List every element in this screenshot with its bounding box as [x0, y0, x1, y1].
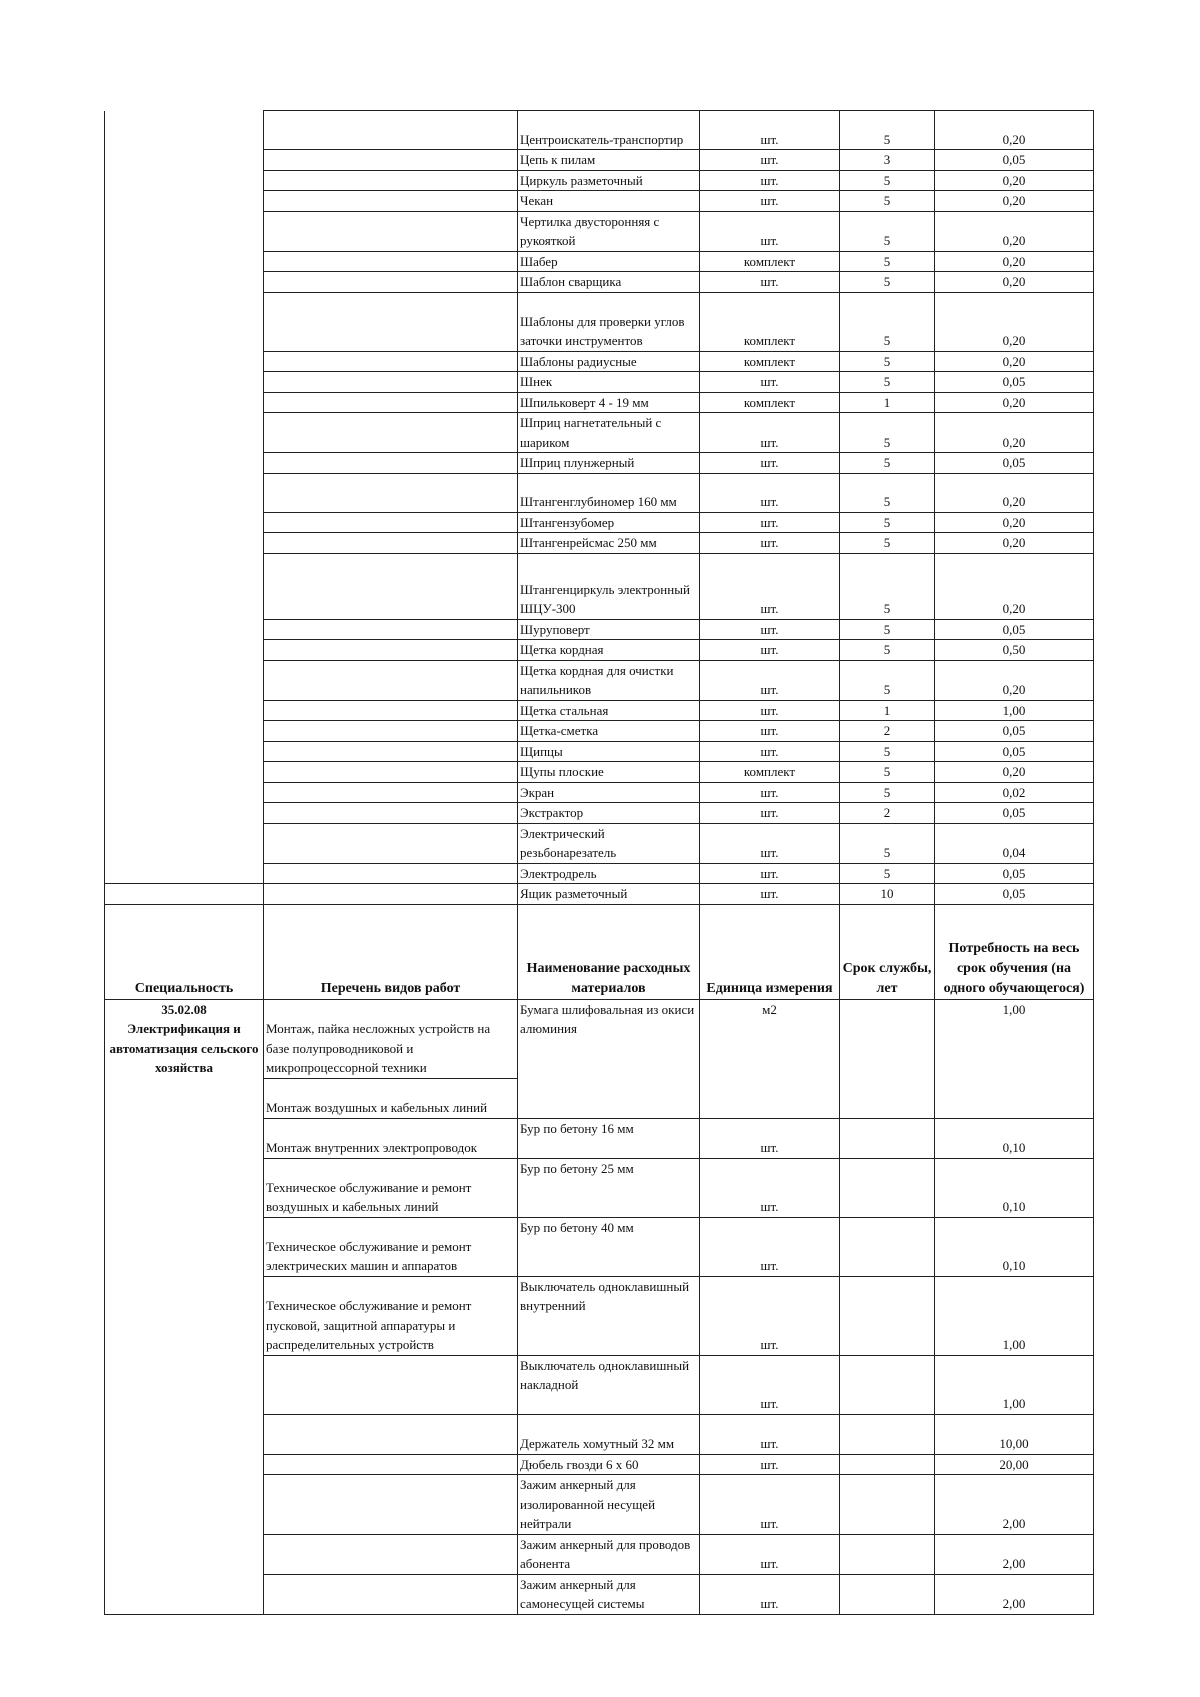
requirement: 0,05 — [935, 741, 1094, 762]
work-type: Техническое обслуживание и ремонт пусковой, защитной аппаратуры и распределительных устройств — [264, 1276, 518, 1355]
requirement: 0,20 — [935, 170, 1094, 191]
material-name: Штангенциркуль электронный ШЦУ-300 — [518, 553, 700, 619]
material-name: Шуруповерт — [518, 619, 700, 640]
service-life: 3 — [840, 150, 935, 171]
table-row — [105, 272, 1094, 293]
material-name: Штангенглубиномер 160 мм — [518, 473, 700, 512]
requirement: 0,20 — [935, 351, 1094, 372]
requirement: 1,00 — [935, 1276, 1094, 1355]
table-row — [105, 351, 1094, 372]
table-row — [105, 721, 1094, 742]
unit: шт. — [700, 272, 840, 293]
service-life — [840, 1414, 935, 1454]
table-row — [105, 111, 1094, 150]
specialty-name: Электрификация и автоматизация сельского хозяйства — [109, 1021, 259, 1075]
requirement: 10,00 — [935, 1414, 1094, 1454]
unit: шт. — [700, 1414, 840, 1454]
service-life — [840, 1454, 935, 1475]
table-row — [105, 191, 1094, 212]
header-requirement: Потребность на весь срок обучения (на одного обучающегося) — [935, 904, 1094, 999]
unit: шт. — [700, 803, 840, 824]
unit: шт. — [700, 150, 840, 171]
header-specialty: Специальность — [105, 904, 264, 999]
service-life: 5 — [840, 553, 935, 619]
table-row — [105, 823, 1094, 863]
table-row — [105, 150, 1094, 171]
unit: шт. — [700, 111, 840, 150]
service-life: 10 — [840, 884, 935, 905]
table-row — [105, 372, 1094, 393]
material-name: Экран — [518, 782, 700, 803]
work-type: Монтаж внутренних электропроводок — [264, 1118, 518, 1158]
specialty-code: 35.02.08 — [161, 1001, 207, 1017]
service-life — [840, 1276, 935, 1355]
table-row — [105, 553, 1094, 619]
material-name: Щетка стальная — [518, 700, 700, 721]
material-name: Шаблоны для проверки углов заточки инструментов — [518, 292, 700, 351]
service-life: 5 — [840, 660, 935, 700]
material-name: Щетка кордная для очистки напильников — [518, 660, 700, 700]
service-life: 5 — [840, 762, 935, 783]
unit: шт. — [700, 1217, 840, 1276]
material-name: Шприц нагнетательный с шариком — [518, 413, 700, 453]
unit: шт. — [700, 211, 840, 251]
unit: шт. — [700, 1118, 840, 1158]
service-life — [840, 1574, 935, 1614]
material-name: Чертилка двусторонняя с рукояткой — [518, 211, 700, 251]
unit: шт. — [700, 533, 840, 554]
requirement: 0,20 — [935, 512, 1094, 533]
service-life: 5 — [840, 533, 935, 554]
requirement: 0,20 — [935, 413, 1094, 453]
material-name: Цепь к пилам — [518, 150, 700, 171]
unit: шт. — [700, 413, 840, 453]
requirement: 0,20 — [935, 272, 1094, 293]
service-life: 5 — [840, 823, 935, 863]
requirement: 0,20 — [935, 191, 1094, 212]
table-row — [105, 660, 1094, 700]
requirement: 0,04 — [935, 823, 1094, 863]
material-name: Электрический резьбонарезатель — [518, 823, 700, 863]
unit: шт. — [700, 473, 840, 512]
table-row — [105, 741, 1094, 762]
service-life — [840, 1475, 935, 1535]
table-row — [105, 782, 1094, 803]
unit: шт. — [700, 453, 840, 474]
material-name: Зажим анкерный для самонесущей системы — [518, 1574, 700, 1614]
material-name: Экстрактор — [518, 803, 700, 824]
material-name: Шпильковерт 4 - 19 мм — [518, 392, 700, 413]
unit: комплект — [700, 351, 840, 372]
service-life: 2 — [840, 803, 935, 824]
requirement: 0,20 — [935, 553, 1094, 619]
unit: шт. — [700, 619, 840, 640]
requirement: 0,05 — [935, 803, 1094, 824]
material-name: Держатель хомутный 32 мм — [518, 1414, 700, 1454]
unit: шт. — [700, 863, 840, 884]
unit: шт. — [700, 823, 840, 863]
unit: шт. — [700, 640, 840, 661]
requirement: 1,00 — [935, 700, 1094, 721]
requirement: 0,05 — [935, 721, 1094, 742]
material-name: Щетка-сметка — [518, 721, 700, 742]
table-row — [105, 533, 1094, 554]
requirement: 0,20 — [935, 211, 1094, 251]
service-life: 5 — [840, 453, 935, 474]
service-life — [840, 1355, 935, 1414]
service-life: 5 — [840, 741, 935, 762]
unit: шт. — [700, 884, 840, 905]
requirement: 0,20 — [935, 762, 1094, 783]
service-life: 5 — [840, 272, 935, 293]
table-header — [105, 904, 1094, 999]
requirement: 2,00 — [935, 1534, 1094, 1574]
service-life: 5 — [840, 372, 935, 393]
table-row — [105, 803, 1094, 824]
table-row — [105, 292, 1094, 351]
requirement: 0,20 — [935, 533, 1094, 554]
material-name: Штангензубомер — [518, 512, 700, 533]
service-life: 2 — [840, 721, 935, 742]
material-name: Бур по бетону 16 мм — [518, 1118, 700, 1158]
service-life: 5 — [840, 413, 935, 453]
unit: шт. — [700, 1475, 840, 1535]
requirement: 2,00 — [935, 1475, 1094, 1535]
service-life — [840, 1158, 935, 1217]
material-name: Шнек — [518, 372, 700, 393]
table-row — [105, 473, 1094, 512]
requirement: 0,20 — [935, 251, 1094, 272]
unit: шт. — [700, 553, 840, 619]
unit: м2 — [700, 999, 840, 1118]
service-life: 1 — [840, 392, 935, 413]
material-name: Бур по бетону 25 мм — [518, 1158, 700, 1217]
requirement: 0,10 — [935, 1118, 1094, 1158]
service-life — [840, 999, 935, 1118]
table-row — [105, 211, 1094, 251]
service-life: 5 — [840, 351, 935, 372]
table-row — [105, 392, 1094, 413]
unit: шт. — [700, 372, 840, 393]
service-life: 5 — [840, 473, 935, 512]
materials-table — [104, 110, 1094, 1615]
service-life: 5 — [840, 863, 935, 884]
unit: комплект — [700, 292, 840, 351]
header-materials: Наименование расходных материалов — [518, 904, 700, 999]
table-row — [105, 762, 1094, 783]
requirement: 0,05 — [935, 884, 1094, 905]
material-name: Выключатель одноклавишный накладной — [518, 1355, 700, 1414]
material-name: Ящик разметочный — [518, 884, 700, 905]
requirement: 20,00 — [935, 1454, 1094, 1475]
service-life: 5 — [840, 619, 935, 640]
requirement: 0,20 — [935, 473, 1094, 512]
service-life — [840, 1534, 935, 1574]
requirement: 0,20 — [935, 660, 1094, 700]
service-life: 5 — [840, 251, 935, 272]
material-name: Щетка кордная — [518, 640, 700, 661]
material-name: Бур по бетону 40 мм — [518, 1217, 700, 1276]
unit: комплект — [700, 251, 840, 272]
header-unit: Единица измерения — [700, 904, 840, 999]
requirement: 2,00 — [935, 1574, 1094, 1614]
table-row — [105, 453, 1094, 474]
unit: комплект — [700, 762, 840, 783]
unit: шт. — [700, 1534, 840, 1574]
specialty-cell — [105, 999, 264, 1614]
material-name: Зажим анкерный для изолированной несущей нейтрали — [518, 1475, 700, 1535]
material-name: Щипцы — [518, 741, 700, 762]
unit: шт. — [700, 782, 840, 803]
service-life: 5 — [840, 191, 935, 212]
unit: шт. — [700, 170, 840, 191]
requirement: 0,05 — [935, 372, 1094, 393]
material-name: Чекан — [518, 191, 700, 212]
unit: шт. — [700, 1355, 840, 1414]
work-type: Техническое обслуживание и ремонт воздушных и кабельных линий — [264, 1158, 518, 1217]
header-works: Перечень видов работ — [264, 904, 518, 999]
service-life: 5 — [840, 111, 935, 150]
material-name: Электродрель — [518, 863, 700, 884]
service-life: 5 — [840, 292, 935, 351]
unit: шт. — [700, 1158, 840, 1217]
requirement: 0,20 — [935, 292, 1094, 351]
service-life: 1 — [840, 700, 935, 721]
table-row — [105, 413, 1094, 453]
table-row — [105, 999, 1094, 1078]
requirement: 0,10 — [935, 1158, 1094, 1217]
service-life — [840, 1217, 935, 1276]
unit: шт. — [700, 191, 840, 212]
unit: шт. — [700, 512, 840, 533]
material-name: Шабер — [518, 251, 700, 272]
material-name: Шаблоны радиусные — [518, 351, 700, 372]
unit: шт. — [700, 660, 840, 700]
unit: шт. — [700, 1574, 840, 1614]
requirement: 1,00 — [935, 999, 1094, 1118]
requirement: 1,00 — [935, 1355, 1094, 1414]
requirement: 0,05 — [935, 863, 1094, 884]
service-life: 5 — [840, 782, 935, 803]
work-type: Монтаж воздушных и кабельных линий — [264, 1078, 518, 1118]
material-name: Щупы плоские — [518, 762, 700, 783]
service-life: 5 — [840, 640, 935, 661]
service-life: 5 — [840, 170, 935, 191]
table-row — [105, 512, 1094, 533]
unit: шт. — [700, 1276, 840, 1355]
unit: шт. — [700, 700, 840, 721]
material-name: Зажим анкерный для проводов абонента — [518, 1534, 700, 1574]
requirement: 0,05 — [935, 619, 1094, 640]
requirement: 0,02 — [935, 782, 1094, 803]
requirement: 0,05 — [935, 150, 1094, 171]
requirement: 0,10 — [935, 1217, 1094, 1276]
unit: комплект — [700, 392, 840, 413]
material-name: Шаблон сварщика — [518, 272, 700, 293]
table-row — [105, 251, 1094, 272]
requirement: 0,05 — [935, 453, 1094, 474]
material-name: Выключатель одноклавишный внутренний — [518, 1276, 700, 1355]
table-row — [105, 863, 1094, 884]
table-row — [105, 170, 1094, 191]
table-row — [105, 700, 1094, 721]
unit: шт. — [700, 721, 840, 742]
header-service-life: Срок службы, лет — [840, 904, 935, 999]
work-type: Монтаж, пайка несложных устройств на базе полупроводниковой и микропроцессорной техники — [264, 999, 518, 1078]
material-name: Дюбель гвозди 6 х 60 — [518, 1454, 700, 1475]
work-type: Техническое обслуживание и ремонт электрических машин и аппаратов — [264, 1217, 518, 1276]
material-name: Шприц плунжерный — [518, 453, 700, 474]
unit: шт. — [700, 741, 840, 762]
service-life — [840, 1118, 935, 1158]
table-row — [105, 884, 1094, 905]
requirement: 0,50 — [935, 640, 1094, 661]
requirement: 0,20 — [935, 111, 1094, 150]
material-name: Циркуль разметочный — [518, 170, 700, 191]
table-row — [105, 640, 1094, 661]
unit: шт. — [700, 1454, 840, 1475]
service-life: 5 — [840, 211, 935, 251]
service-life: 5 — [840, 512, 935, 533]
material-name: Штангенрейсмас 250 мм — [518, 533, 700, 554]
requirement: 0,20 — [935, 392, 1094, 413]
table-row — [105, 619, 1094, 640]
material-name: Центроискатель-транспортир — [518, 111, 700, 150]
material-name: Бумага шлифовальная из окиси алюминия — [518, 999, 700, 1118]
